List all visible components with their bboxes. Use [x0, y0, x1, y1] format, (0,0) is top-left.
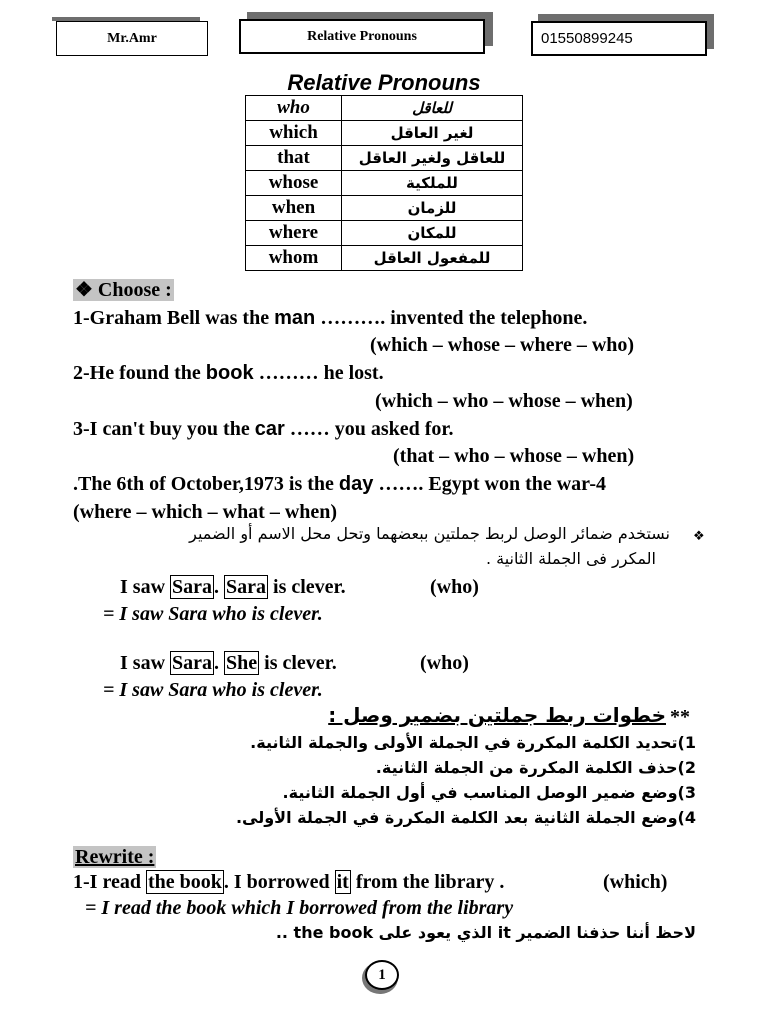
q-text: ……. Egypt won the war-4 [373, 473, 606, 495]
rewrite-hint: (which) [603, 871, 668, 893]
step-item: 3)وضع ضمير الوصل المناسب في أول الجملة الثانية. [282, 783, 696, 802]
rewrite-question-1 [73, 871, 504, 894]
teacher-name: Mr.Amr [56, 21, 208, 56]
table-row [246, 221, 523, 246]
boxed-word: Sara [226, 576, 267, 598]
ex-text: . [214, 652, 225, 674]
ex-text: I saw [120, 652, 171, 674]
pronoun-en: where [246, 221, 342, 246]
question-2 [73, 362, 384, 385]
table-row [246, 146, 523, 171]
pronoun-ar: للزمان [342, 196, 523, 221]
boxed-word: She [226, 652, 258, 674]
pronoun-ar: للعاقل ولغير العاقل [342, 146, 523, 171]
ex-text: . [214, 576, 225, 598]
example-2-hint: (who) [420, 652, 469, 674]
table-row [246, 121, 523, 146]
phone-number: 01550899245 [531, 21, 707, 56]
steps-stars: ** [670, 706, 690, 728]
step-item: 2)حذف الكلمة المكررة من الجملة الثانية. [375, 758, 696, 777]
example-2-result: = I saw Sara who is clever. [103, 679, 323, 701]
q-text: …… you asked for. [284, 418, 454, 440]
table-row [246, 196, 523, 221]
choose-label: ❖ Choose : [75, 279, 172, 301]
relative-pronoun-table [245, 95, 523, 271]
pronoun-ar: لغير العاقل [342, 121, 523, 146]
step-item: 4)وضع الجملة الثانية بعد الكلمة المكررة في الجملة الأولى. [235, 808, 696, 827]
pronoun-en: whom [246, 246, 342, 271]
q-text: 2-He found the [73, 362, 206, 384]
pronoun-en: who [246, 96, 342, 121]
q-text: 1-Graham Bell was the [73, 307, 275, 329]
question-1 [73, 307, 587, 330]
q-keyword: day [338, 473, 374, 495]
rewrite-explanation: لاحظ أننا حذفنا الضمير it الذي يعود على the book .. [275, 923, 696, 942]
boxed-word: the book [147, 871, 222, 893]
pronoun-ar: للمفعول العاقل [342, 246, 523, 271]
rewrite-answer: = I read the book which I borrowed from the library [85, 897, 514, 919]
q-text: ……… he lost. [253, 362, 384, 384]
question-2-options: (which – who – whose – when) [375, 390, 633, 412]
question-3 [73, 418, 453, 441]
note-line-1: نستخدم ضمائر الوصل لربط جملتين ببعضهما وتحل محل الاسم أو الضمير [189, 524, 670, 543]
q-text: 3-I can't buy you the [73, 418, 255, 440]
boxed-word: Sara [172, 652, 213, 674]
ex-text: is clever. [268, 576, 346, 598]
topic-title: Relative Pronouns [239, 19, 485, 54]
q-keyword: man [274, 307, 316, 329]
example-1-hint: (who) [430, 576, 479, 598]
question-4-options: (where – which – what – when) [73, 501, 338, 523]
ex-text: I saw [120, 576, 171, 598]
table-row [246, 246, 523, 271]
table-row [246, 96, 523, 121]
boxed-word: it [336, 871, 349, 893]
question-4 [73, 473, 606, 496]
rewrite-heading [73, 846, 156, 869]
steps-heading: خطوات ربط جملتين بضمير وصل : [328, 703, 666, 727]
rw-text: 1-I read [73, 871, 146, 893]
boxed-word: Sara [172, 576, 213, 598]
example-1 [120, 576, 346, 599]
pronoun-ar: للمكان [342, 221, 523, 246]
page-number: 1 [365, 960, 399, 990]
note-line-2: المكرر فى الجملة الثانية . [485, 549, 656, 568]
q-keyword: book [205, 362, 254, 384]
page-title: Relative Pronouns [287, 70, 481, 95]
pronoun-en: which [246, 121, 342, 146]
pronoun-ar: للعاقل [342, 96, 523, 121]
choose-heading [73, 277, 174, 302]
pronoun-en: when [246, 196, 342, 221]
q-keyword: car [254, 418, 285, 440]
rewrite-label: Rewrite : [75, 846, 155, 868]
q-text: ………. invented the telephone. [315, 307, 588, 329]
ex-text: is clever. [259, 652, 337, 674]
pronoun-en: whose [246, 171, 342, 196]
step-item: 1)تحديد الكلمة المكررة في الجملة الأولى والجملة الثانية. [250, 733, 696, 752]
example-2 [120, 652, 337, 675]
pronoun-ar: للملكية [342, 171, 523, 196]
rw-text: from the library . [350, 871, 505, 893]
question-1-options: (which – whose – where – who) [370, 334, 635, 356]
rw-text: . I borrowed [223, 871, 335, 893]
table-row [246, 171, 523, 196]
pronoun-en: that [246, 146, 342, 171]
q-text: .The 6th of October,1973 is the [73, 473, 339, 495]
example-1-result: = I saw Sara who is clever. [103, 603, 323, 625]
note-bullet: ❖ [693, 528, 705, 543]
question-3-options: (that – who – whose – when) [393, 445, 635, 467]
